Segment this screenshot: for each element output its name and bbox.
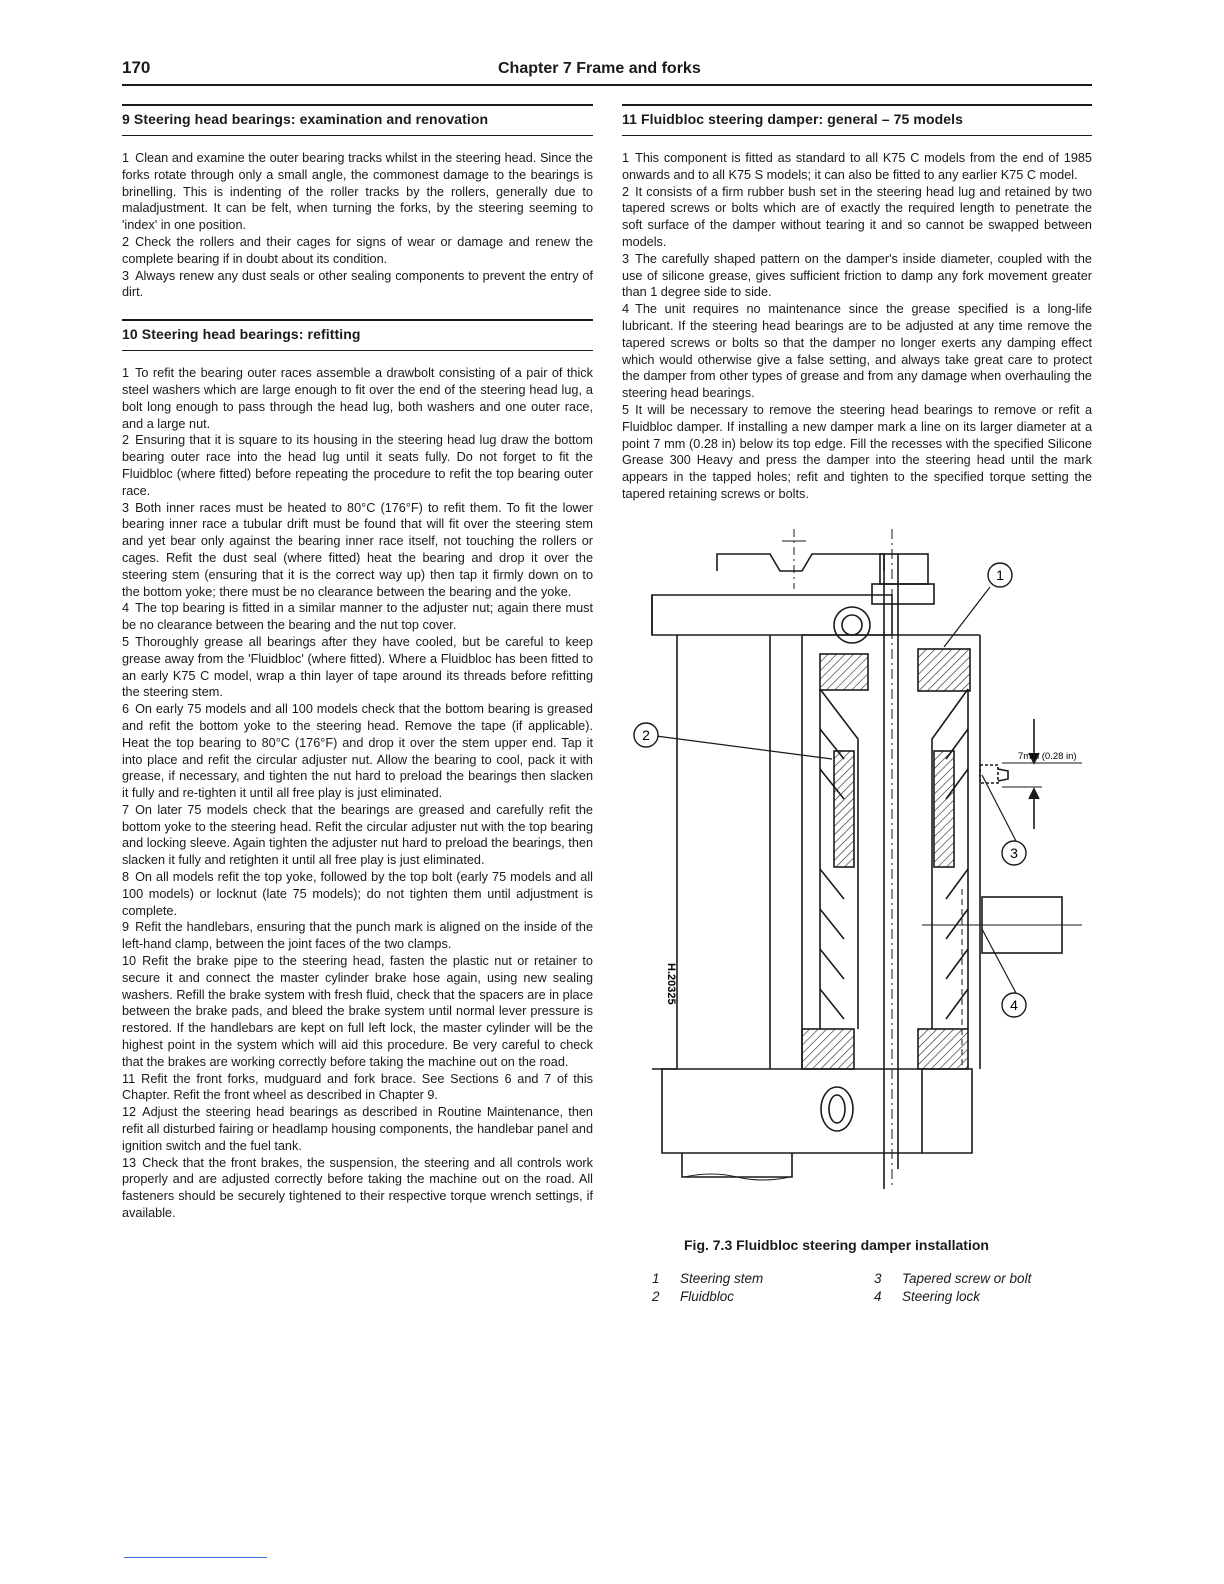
paragraph (122, 1155, 593, 1222)
paragraph-number: 6 (122, 702, 130, 717)
callout-2-label: 2 (642, 726, 650, 743)
footer-line (124, 1557, 267, 1558)
section-11-body (622, 150, 1092, 503)
legend-label: Fluidbloc (680, 1288, 735, 1304)
dimension-label: 7mm (0.28 in) (1018, 750, 1077, 762)
section-9 (122, 104, 593, 301)
paragraph-number: 10 (122, 954, 137, 969)
paragraph-text: It will be necessary to remove the steering head bearings to remove or refit a Fluidbloc damper. If installing a new damper mark a line on its larger diameter at a point 7 mm (0.28 in) below its top edge. Fill the recesses with the specified Silicone Grease 300 Heavy and press the damper into the steering head until the mark appears in the tapped holes; refit and tighten to the specified torque setting the tapered retaining screws or bolts. (622, 402, 1092, 501)
paragraph (122, 869, 593, 919)
paragraph (122, 268, 593, 302)
paragraph-number: 3 (122, 268, 130, 283)
legend-label: Steering stem (680, 1270, 764, 1286)
callout-1 (988, 563, 1012, 587)
legend-number: 1 (652, 1270, 660, 1286)
fluidbloc-damper (834, 751, 854, 867)
section-10-title: 10 Steering head bearings: refitting (122, 319, 593, 351)
paragraph-text: On later 75 models check that the bearings are greased and carefully refit the bottom yoke to the steering head. Refit the circular adjuster nut with the top bearing and locking sleeve. Again tighten the adjuster nut hard to preload the bearings, then slacken it fully and retighten it until all free play is just eliminated. (122, 802, 593, 868)
callout-1-label: 1 (996, 566, 1004, 583)
left-column (122, 104, 593, 1240)
section-11 (622, 104, 1092, 503)
paragraph (622, 251, 1092, 301)
paragraph (122, 1104, 593, 1154)
paragraph-text: Thoroughly grease all bearings after they have cooled, but be careful to keep grease away from the 'Fluidbloc' (where fitted). Where a Fluidbloc has been fitted to an early K75 C model, wrap a thin layer of tape around its threads before refitting the steering stem. (122, 634, 593, 700)
paragraph-number: 7 (122, 802, 130, 817)
header-rule (122, 84, 1092, 86)
fluidbloc-figure (622, 529, 1092, 1304)
steering-stem (884, 554, 898, 1189)
paragraph-number: 8 (122, 870, 130, 885)
paragraph (122, 432, 593, 499)
paragraph-number: 1 (122, 366, 130, 381)
callout-4 (1002, 993, 1026, 1017)
paragraph-number: 2 (122, 433, 130, 448)
paragraph-number: 4 (122, 601, 130, 616)
paragraph (122, 365, 593, 432)
paragraph-number: 1 (122, 151, 130, 165)
section-10-body (122, 365, 593, 1222)
paragraph-text: Refit the handlebars, ensuring that the punch mark is aligned on the inside of the left-hand clamp, between the joint faces of the two clamps. (122, 920, 593, 952)
paragraph (622, 301, 1092, 402)
legend-label: Tapered screw or bolt (902, 1270, 1032, 1286)
tapered-screw (980, 765, 998, 783)
paragraph-text: It consists of a firm rubber bush set in the steering head lug and retained by two tapered screws or bolts which are of exactly the required length to penetrate the soft surface of the damper without tearing it and so cannot be swapped between models. (622, 184, 1092, 249)
paragraph-number: 2 (122, 234, 130, 249)
paragraph (122, 919, 593, 953)
legend-item (652, 1271, 763, 1286)
paragraph-number: 4 (622, 302, 630, 317)
section-9-title: 9 Steering head bearings: examination and renovation (122, 104, 593, 136)
section-9-body (122, 150, 593, 301)
figure-caption: Fig. 7.3 Fluidbloc steering damper installation (684, 1236, 989, 1253)
callout-2 (634, 723, 658, 747)
paragraph-text: Adjust the steering head bearings as described in Routine Maintenance, then refit all disturbed fairing or headlamp housing components, the handlebar panel and ignition switch and the fuel tank. (122, 1105, 593, 1153)
chapter-title: Chapter 7 Frame and forks (498, 60, 701, 77)
legend-number: 2 (652, 1288, 660, 1304)
right-column (622, 104, 1092, 1304)
paragraph-text: Refit the brake pipe to the steering head, fasten the plastic nut or retainer to secure it and connect the master cylinder brake hose again, using new sealing washers. Refill the brake system with fresh fluid, check that the spacers are in place between the brake pads, and bleed the brake system until normal lever pressure is restored. If the handlebars are kept on full left lock, the master cylinder will be the highest point in the system which will aid this procedure. Be very careful to check that the brakes are working correctly before taking the machine out on the road. (122, 954, 593, 1069)
bottom-yoke (662, 1069, 922, 1153)
paragraph-text: To refit the bearing outer races assemble a drawbolt consisting of a pair of thick steel washers which are large enough to fit over the end of the steering head lug, a bolt long enough to pass through the head lug, both washers and one outer race, and a large nut. (122, 366, 593, 431)
callout-4-label: 4 (1010, 996, 1018, 1013)
paragraph-number: 1 (622, 151, 630, 165)
paragraph (122, 500, 593, 601)
paragraph-number: 11 (122, 1071, 136, 1086)
paragraph-text: On early 75 models and all 100 models check that the bottom bearing is greased and refit the bottom yoke to the steering head. Remove the tape (if applicable). Heat the top bearing to 80°C (176°F) and drop it over the stem upper end. Tap it into place and refit the circular adjuster nut. Allow the bearing to cool, pack it with grease, if necessary, and tighten the nut hard to preload the bearings then slacken it fully and re-tighten it until all free play is just eliminated. (122, 702, 593, 801)
paragraph-text: Always renew any dust seals or other sealing components to prevent the entry of dirt. (122, 268, 593, 300)
paragraph-text: This component is fitted as standard to all K75 C models from the end of 1985 onwards and to all K75 S models; it can also be fitted to any earlier K75 C model. (622, 151, 1092, 182)
paragraph-text: Check that the front brakes, the suspension, the steering and all controls work properly and are adjusted correctly before taking the machine out on the road. All fasteners should be securely tightened to their respective torque wrench settings, if available. (122, 1155, 593, 1221)
callout-3-label: 3 (1010, 844, 1018, 861)
paragraph-text: On all models refit the top yoke, followed by the top bolt (early 75 models and all 100 models) or locknut (late 75 models); do not tighten them until adjustment is complete. (122, 870, 593, 918)
paragraph-text: The top bearing is fitted in a similar manner to the adjuster nut; again there must be no clearance between the bearing and the nut top cover. (122, 601, 593, 633)
paragraph (622, 402, 1092, 503)
section-11-title: 11 Fluidbloc steering damper: general – 75 models (622, 104, 1092, 136)
legend-item (874, 1289, 980, 1304)
paragraph-number: 12 (122, 1105, 137, 1120)
paragraph-number: 13 (122, 1155, 137, 1170)
paragraph-text: Ensuring that it is square to its housing in the steering head lug draw the bottom bearing outer race into the head lug until it seats fully. Do not forget to fit the Fluidbloc (where fitted) before repeating the procedure to refit the top bearing outer race. (122, 433, 593, 498)
paragraph-number: 3 (122, 500, 130, 515)
paragraph-number: 5 (122, 634, 130, 649)
legend-item (652, 1289, 734, 1304)
callout-3 (1002, 841, 1026, 865)
paragraph-number: 9 (122, 920, 130, 935)
legend-label: Steering lock (902, 1288, 981, 1304)
paragraph (622, 150, 1092, 184)
legend-item (874, 1271, 1031, 1286)
paragraph (122, 953, 593, 1071)
paragraph-text: Check the rollers and their cages for signs of wear or damage and renew the complete bearing if in doubt about its condition. (122, 234, 593, 266)
paragraph-text: Clean and examine the outer bearing tracks whilst in the steering head. Since the forks rotate through only a small angle, the commonest damage to the bearings is brinelling. This is indenting of the roller tracks by the rollers, generally due to maladjustment. It can be felt, when turning the forks, by the steering seeming to 'index' in one position. (122, 151, 593, 233)
paragraph (622, 184, 1092, 251)
paragraph (122, 634, 593, 701)
fluidbloc-diagram (622, 529, 1092, 1219)
top-yoke-outline (717, 554, 884, 571)
paragraph-number: 5 (622, 402, 630, 417)
paragraph-text: The carefully shaped pattern on the damper's inside diameter, coupled with the use of silicone grease, gives sufficient friction to damp any fork movement greater than 1 degree side to side. (622, 251, 1092, 300)
paragraph (122, 234, 593, 268)
top-bearing (918, 649, 970, 691)
page-number: 170 (122, 58, 151, 77)
paragraph (122, 701, 593, 802)
legend-number: 4 (874, 1288, 882, 1304)
paragraph (122, 1071, 593, 1105)
section-10 (122, 319, 593, 1222)
paragraph (122, 600, 593, 634)
paragraph (122, 802, 593, 869)
paragraph-text: Refit the front forks, mudguard and fork brace. See Sections 6 and 7 of this Chapter. Refit the front wheel as described in Chapter 9. (122, 1071, 593, 1103)
paragraph-number: 3 (622, 251, 630, 266)
paragraph-text: The unit requires no maintenance since the grease specified is a long-life lubricant. If the steering head bearings are to be adjusted at any time remove the tapered screws or bolts so that the damper no longer exerts any damping effect which would otherwise give a false setting, and always take great care to protect the damper from other types of grease and from any damage when overhauling the steering head bearings. (622, 302, 1092, 401)
drawing-code: H.20325 (665, 962, 677, 1005)
paragraph-number: 2 (622, 184, 630, 199)
legend-number: 3 (874, 1270, 882, 1286)
paragraph (122, 150, 593, 234)
paragraph-text: Both inner races must be heated to 80°C (176°F) to refit them. To fit the lower bearing inner race a tubular drift must be found that will fit over the steering stem and yet bear only against the bearing inner race itself, not touching the rollers or cages. Refit the dust seal (where fitted) heat the bearing and drop it over the steering stem (ensuring that it is the correct way up) then tap it firmly down on to the bottom yoke; there must be no clearance between the bearing and the yoke. (122, 500, 593, 599)
